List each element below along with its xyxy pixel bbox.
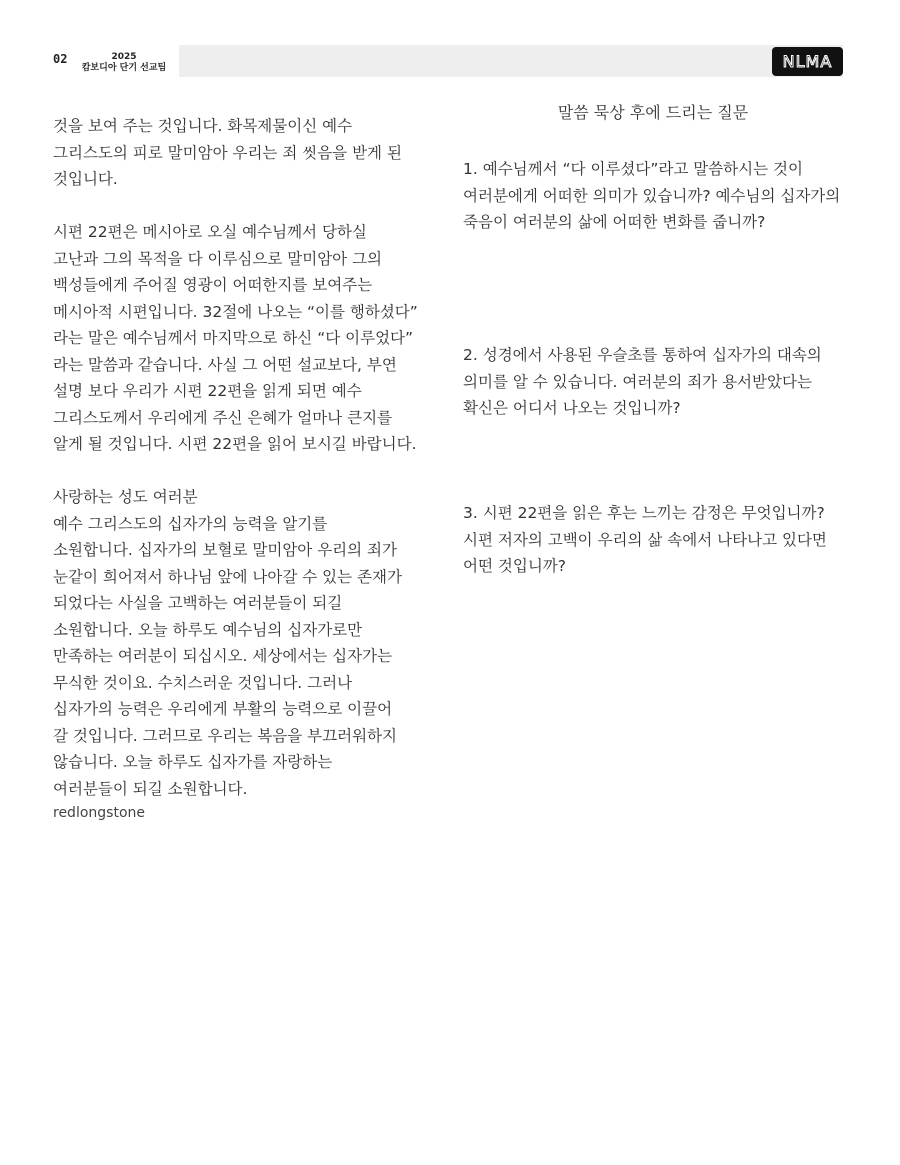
paragraph: 것을 보여 주는 것입니다. 화목제물이신 예수 그리스도의 피로 말미암아 우리는 죄 씻음을 받게 된 것입니다.	[53, 117, 402, 188]
header-year: 2025	[111, 52, 137, 62]
header-bar	[179, 45, 843, 77]
logo-text: NLMA	[782, 52, 833, 71]
header-team-name: 캄보디아 단기 선교팀	[81, 63, 167, 73]
page-number: 02	[53, 52, 68, 66]
header-title-block	[72, 52, 176, 74]
author-signature: redlongstone	[53, 805, 145, 821]
paragraph: 시편 22편은 메시아로 오실 예수님께서 당하실 고난과 그의 목적을 다 이루심으로 말미암아 그의 백성들에게 주어질 영광이 어떠한지를 보여주는 메시아적 시편입니다. 32절에 나오는 “이를 행하셨다” 라는 말은 예수님께서 마지막으로 하신 “다 이루었다” 라는 말씀과 같습니다. 사실 그 어떤 설교보다, 부연 설명 보다 우리가 시편 22편을 읽게 되면 예수 그리스도께서 우리에게 주신 은혜가 얼마나 큰지를 알게 될 것입니다. 시편 22편을 읽어 보시길 바랍니다.	[53, 223, 418, 453]
left-column	[53, 113, 438, 802]
nlma-logo	[772, 47, 843, 76]
question-item: 2. 성경에서 사용된 우슬초를 통하여 십자가의 대속의 의미를 알 수 있습니다. 여러분의 죄가 용서받았다는 확신은 어디서 나오는 것입니까?	[463, 346, 822, 417]
paragraph: 사랑하는 성도 여러분 예수 그리스도의 십자가의 능력을 알기를 소원합니다. 십자가의 보혈로 말미암아 우리의 죄가 눈같이 희어져서 하나님 앞에 나아갈 수 있는 존재가 되었다는 사실을 고백하는 여러분들이 되길 소원합니다. 오늘 하루도 예수님의 십자가로만 만족하는 여러분이 되십시오. 세상에서는 십자가는 무식한 것이요. 수치스러운 것입니다. 그러나 십자가의 능력은 우리에게 부활의 능력으로 이끌어 갈 것입니다. 그러므로 우리는 복음을 부끄러워하지 않습니다. 오늘 하루도 십자가를 자랑하는 여러분들이 되길 소원합니다.	[53, 488, 402, 798]
question-item: 1. 예수님께서 “다 이루셨다”라고 말씀하시는 것이 여러분에게 어떠한 의미가 있습니까? 예수님의 십자가의 죽음이 여러분의 삶에 어떠한 변화를 줍니까?	[463, 160, 841, 231]
right-column	[463, 100, 873, 575]
questions-title: 말씀 묵상 후에 드리는 질문	[557, 103, 749, 122]
question-item: 3. 시편 22편을 읽은 후는 느끼는 감정은 무엇입니까? 시편 저자의 고백이 우리의 삶 속에서 나타나고 있다면 어떤 것입니까?	[463, 504, 827, 575]
